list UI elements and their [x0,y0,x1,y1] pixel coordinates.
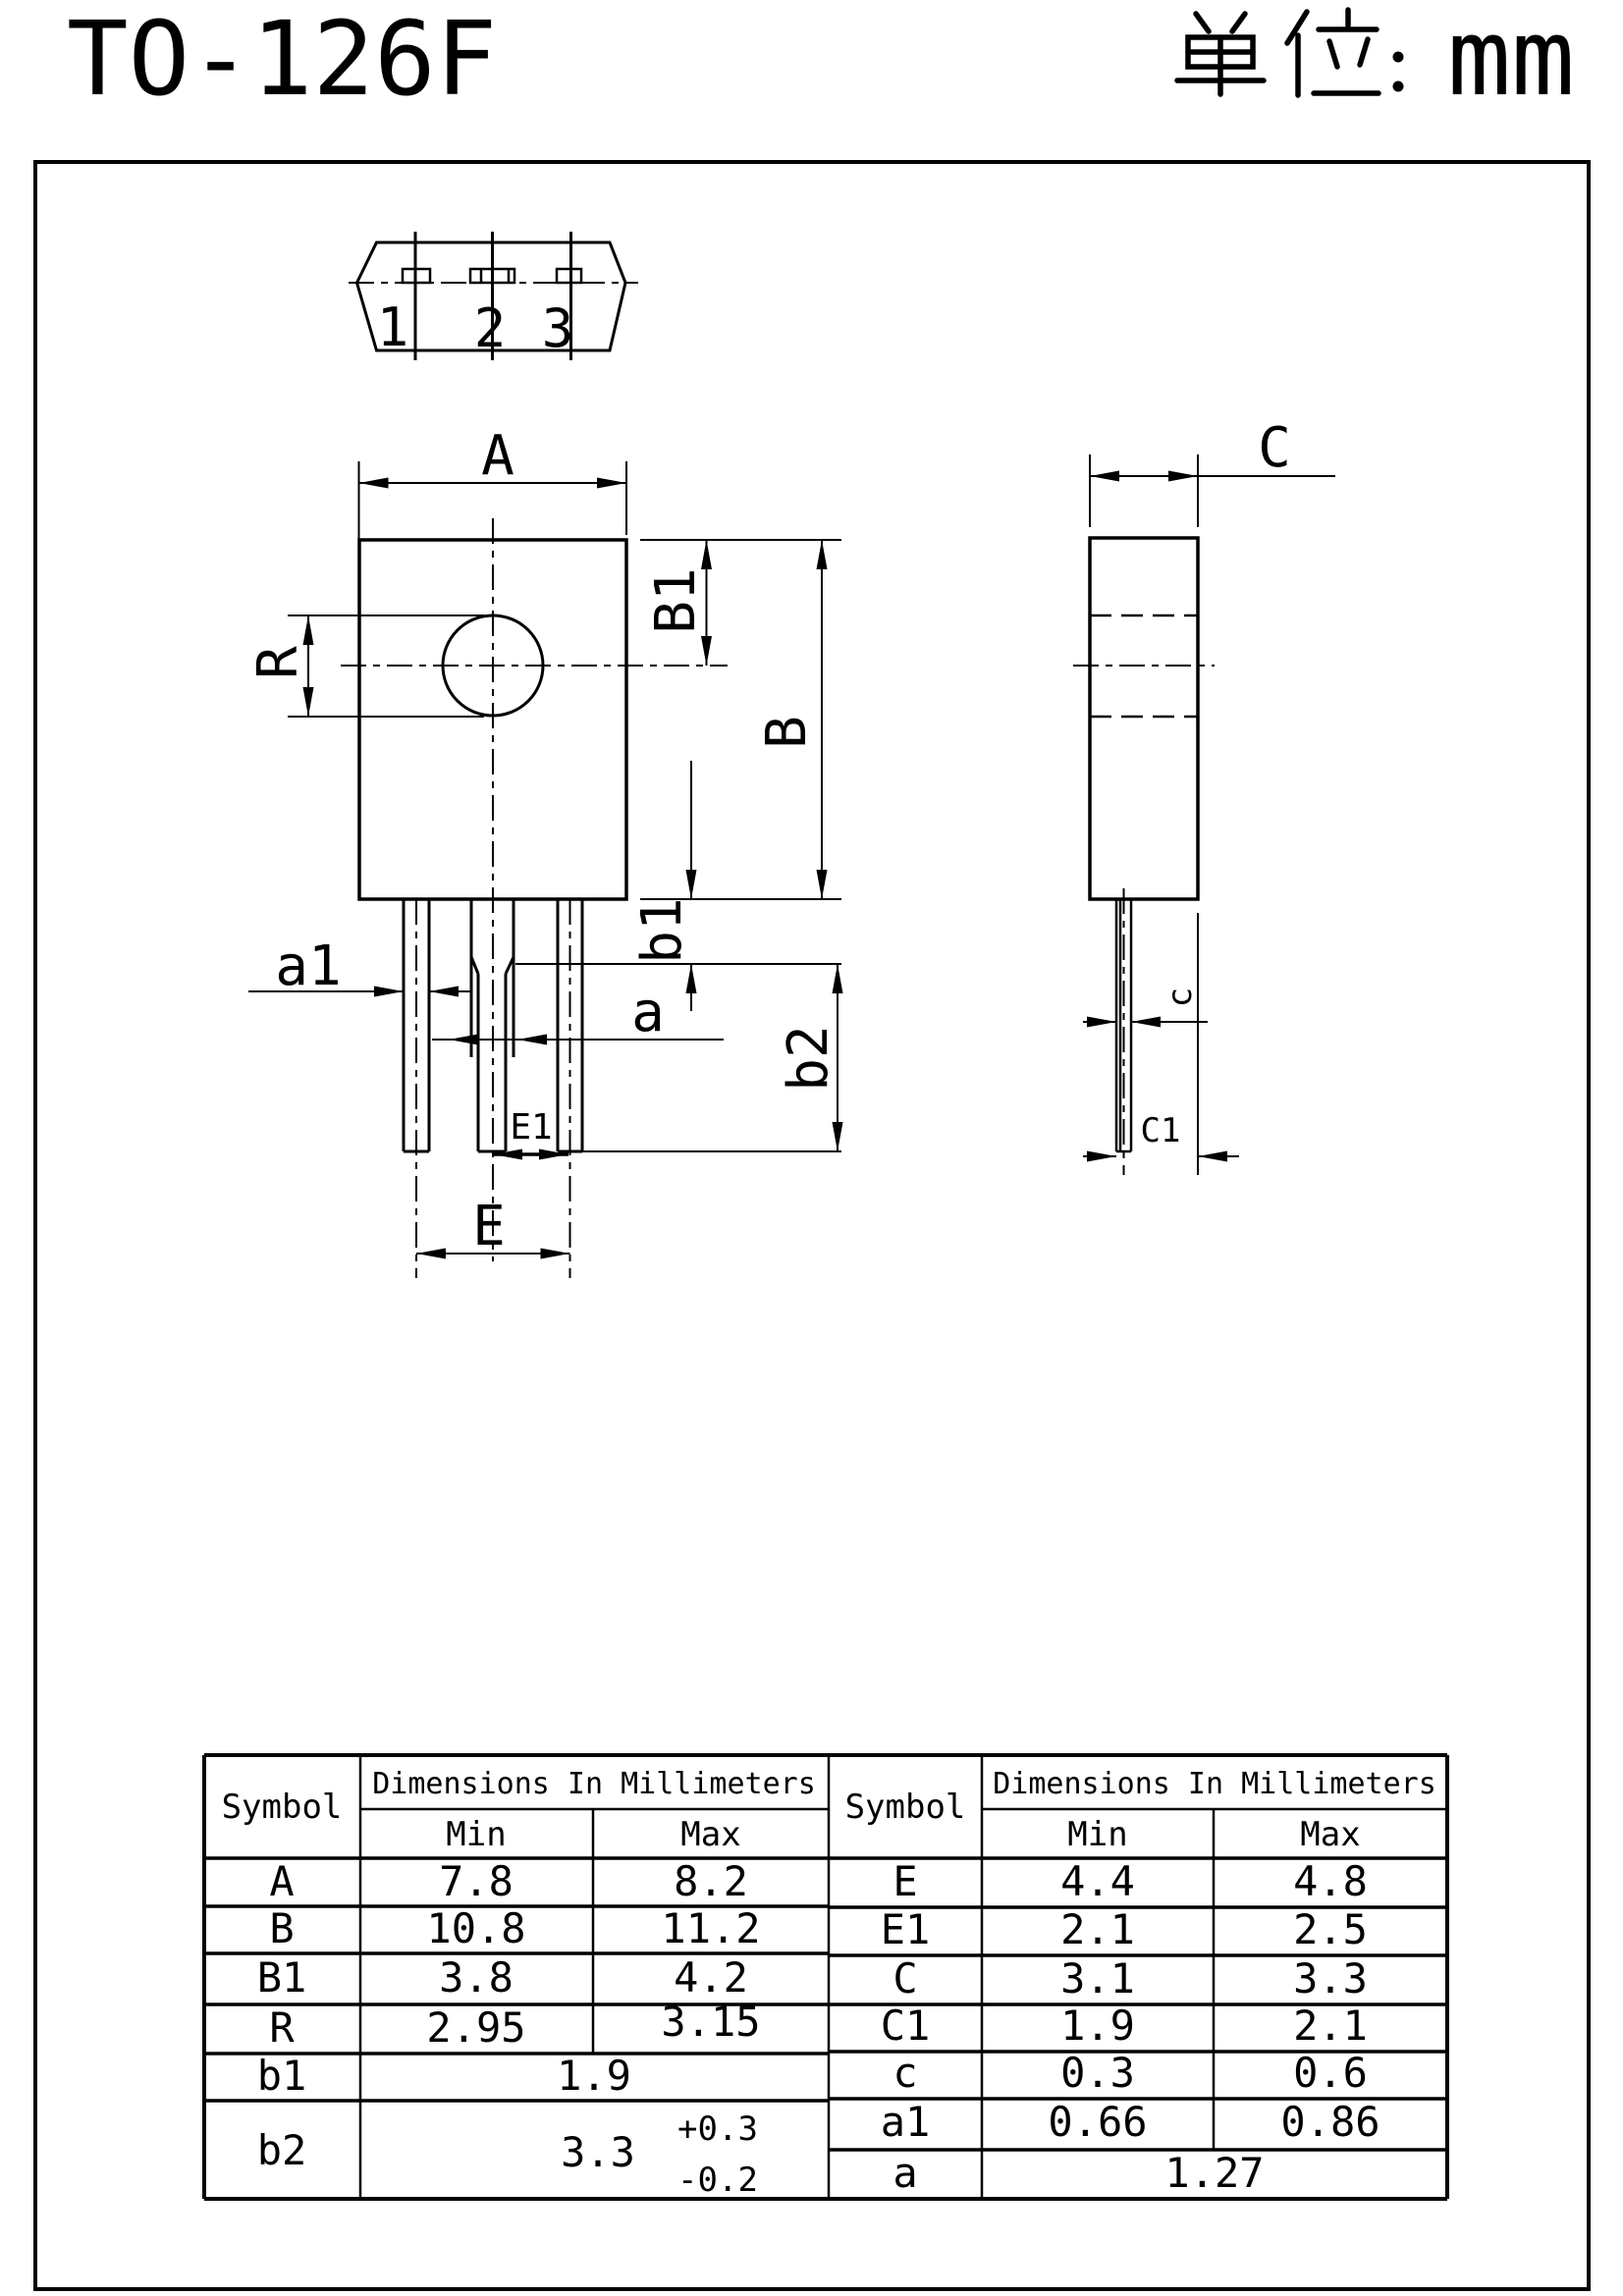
cell-max: 4.2 [674,1953,748,2002]
cell-symbol: B [269,1904,295,1952]
dim-label-R: R [246,646,310,679]
pin-number-2: 2 [473,297,507,359]
cell-symbol: B1 [256,1953,307,2002]
cell-tolerance-plus: +0.3 [677,2109,758,2149]
cell-symbol: a1 [880,2098,931,2146]
cell-symbol: R [269,2003,295,2052]
cell-min: 4.4 [1060,1857,1135,1905]
dim-label-b1: b1 [630,897,694,964]
dim-label-b2: b2 [777,1025,840,1092]
cell-min: 1.9 [1060,2002,1135,2050]
left-dims-header: Dimensions In Millimeters [372,1767,816,1801]
dim-label-c: c [1161,987,1200,1008]
dimension-table-right [845,1767,1436,2197]
left-min-header: Min [446,1815,507,1854]
cell-max: 11.2 [661,1904,761,1952]
cell-min: 2.1 [1060,1905,1135,1953]
cell-symbol: E1 [880,1905,931,1953]
cell-symbol: E [893,1857,918,1905]
dim-label-C: C [1258,416,1291,480]
right-symbol-header: Symbol [844,1788,966,1827]
side-view [1073,416,1335,1175]
cell-value: 3.3 [561,2128,635,2176]
cell-symbol: A [269,1857,295,1905]
cell-min: 2.95 [426,2003,526,2052]
cell-min: 3.8 [439,1953,514,2002]
left-max-header: Max [680,1815,741,1854]
cell-min: 0.66 [1048,2098,1148,2146]
cell-symbol: a [893,2149,918,2197]
top-view [349,232,638,360]
units-value: mm [1447,0,1576,120]
cell-max: 0.6 [1293,2049,1368,2097]
right-dims-header: Dimensions In Millimeters [993,1767,1436,1801]
dimension-table-left [222,1767,816,2200]
dim-label-a: a [631,981,665,1044]
dim-label-a1: a1 [275,934,342,998]
cell-max: 3.3 [1293,1954,1368,2002]
dim-label-A: A [481,424,514,488]
pin-number-1: 1 [376,296,409,358]
dim-label-B1: B1 [644,567,708,634]
cell-symbol: C1 [880,2002,931,2050]
cell-min: 10.8 [426,1904,526,1952]
cell-symbol: c [893,2049,918,2097]
front-view-dimensions [246,424,843,1259]
cell-symbol: b2 [256,2126,307,2174]
cell-value: 1.9 [557,2052,631,2100]
cell-min: 3.1 [1060,1954,1135,2002]
cell-max: 2.5 [1293,1905,1368,1953]
units-label-cjk [1177,10,1404,95]
left-symbol-header: Symbol [221,1788,343,1827]
dim-label-E1: E1 [510,1107,553,1148]
cell-max: 2.1 [1293,2002,1368,2050]
cell-value: 1.27 [1164,2149,1265,2197]
cell-tolerance-minus: -0.2 [677,2161,758,2200]
dim-label-C1: C1 [1140,1111,1181,1150]
right-min-header: Min [1067,1815,1128,1854]
cell-min: 0.3 [1060,2049,1135,2097]
dim-label-B: B [755,716,819,749]
cell-max: 8.2 [674,1857,748,1905]
cell-max: 3.15 [661,1998,761,2046]
page-title: TO-126F [67,0,498,119]
pin-number-3: 3 [541,297,574,359]
cell-max: 4.8 [1293,1857,1368,1905]
cell-max: 0.86 [1280,2098,1380,2146]
cell-symbol: C [893,1954,918,2002]
dim-label-E: E [472,1195,506,1258]
right-max-header: Max [1300,1815,1361,1854]
dimension-table-grid [204,1755,1447,2199]
cell-symbol: b1 [256,2052,307,2100]
cell-min: 7.8 [439,1857,514,1905]
